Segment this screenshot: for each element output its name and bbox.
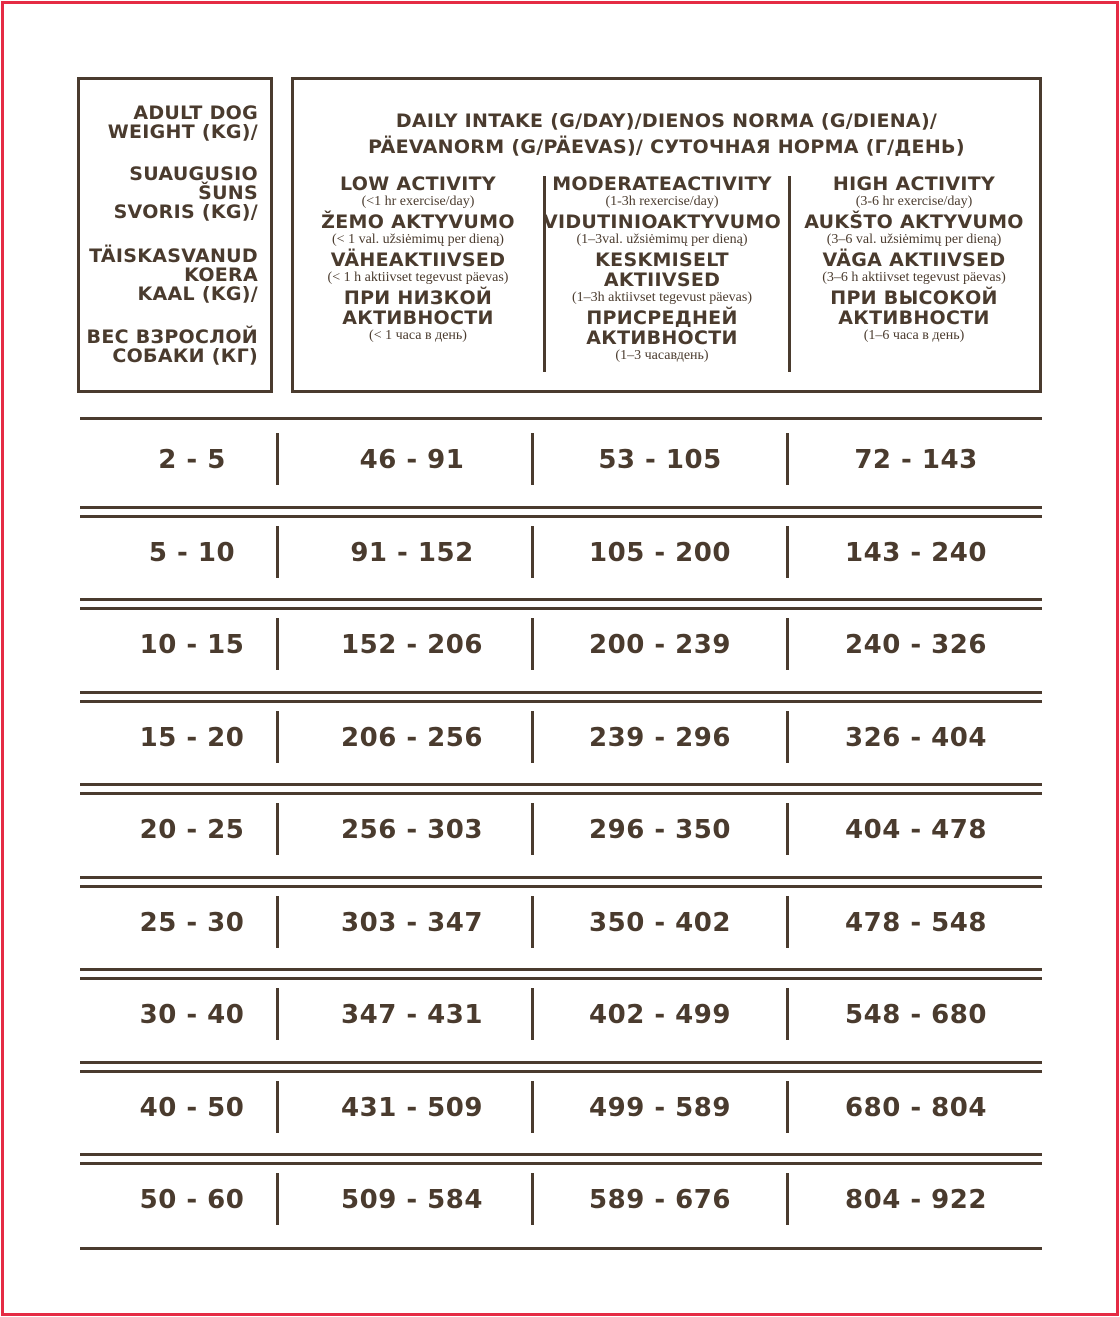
row-column-divider [531,1081,534,1133]
intake-value-cell: 589 - 676 [589,1185,731,1215]
row-column-divider [531,803,534,855]
row-column-divider [276,433,279,485]
row-column-divider [531,988,534,1040]
row-column-divider [786,803,789,855]
activity-label: VIDUTINIOAKTYVUMO [542,211,782,233]
row-column-divider [786,1081,789,1133]
intake-value-cell: 239 - 296 [589,722,731,753]
weight-header-ru [87,328,258,366]
activity-label: ПРИ ВЫСОКОЙ [830,287,998,309]
low-activity-column [296,174,540,346]
weight-range-cell: 30 - 40 [139,1000,245,1030]
row-divider-line [80,876,1042,879]
row-divider-line [80,977,1042,980]
intake-value-cell: 206 - 256 [341,722,483,753]
row-divider-line [80,515,1042,518]
weight-header-line: ŠUNS [198,182,258,204]
weight-header-line: KOERA [184,264,258,286]
weight-header-line: WEIGHT (KG)/ [107,121,258,143]
row-column-divider [786,618,789,670]
row-column-divider [786,526,789,578]
activity-label: ŽEMO AKTYVUMO [321,211,515,233]
weight-range-cell: 25 - 30 [139,907,245,938]
row-divider-line [80,506,1042,509]
high-activity-column [792,174,1036,346]
row-column-divider [276,988,279,1040]
intake-value-cell: 402 - 499 [589,1000,731,1030]
row-divider-line [80,691,1042,694]
row-column-divider [531,526,534,578]
weight-header-line: TÄISKASVANUD [89,245,258,267]
weight-range-cell: 2 - 5 [158,445,226,475]
activity-label: AKTIIVSED [603,269,721,291]
activity-label: HIGH ACTIVITY [832,173,996,195]
row-column-divider [276,618,279,670]
activity-note: (3–6 val. užsiėmimų per dieną) [826,232,1002,247]
intake-header-box [291,77,1042,393]
intake-value-cell: 509 - 584 [341,1185,483,1215]
row-column-divider [786,988,789,1040]
row-divider-line [80,598,1042,601]
intake-value-cell: 296 - 350 [589,815,731,845]
intake-value-cell: 72 - 143 [854,445,978,475]
intake-title-line1: DAILY INTAKE (G/DAY)/DIENOS NORMA (G/DIENA)/ [395,110,938,132]
table-top-line [80,417,1042,420]
intake-value-cell: 804 - 922 [845,1185,987,1215]
row-column-divider [786,711,789,763]
weight-header-line: SUAUGUSIO [129,163,258,185]
intake-title [294,108,1039,160]
row-column-divider [276,1081,279,1133]
weight-header-line: СОБАКИ (КГ) [112,345,258,367]
row-divider-line [80,968,1042,971]
activity-label: ПРИ НИЗКОЙ [343,287,493,309]
intake-value-cell: 499 - 589 [589,1092,731,1123]
row-column-divider [276,526,279,578]
intake-value-cell: 548 - 680 [845,1000,987,1030]
row-divider-line [80,885,1042,888]
activity-note: (1–6 часа в день) [863,328,965,343]
intake-value-cell: 326 - 404 [845,722,987,753]
row-divider-line [80,1061,1042,1064]
activity-label: LOW ACTIVITY [340,173,496,195]
activity-note: (1–3h aktiivset tegevust päevas) [571,290,752,305]
intake-value-cell: 143 - 240 [845,537,987,568]
intake-value-cell: 680 - 804 [845,1092,987,1123]
activity-label: ПРИСРЕДНЕЙ [586,307,738,329]
table-bottom-line [80,1247,1042,1250]
row-column-divider [786,433,789,485]
row-column-divider [531,896,534,948]
weight-header-line: SVORIS (KG)/ [113,201,258,223]
intake-value-cell: 91 - 152 [350,537,474,568]
row-divider-line [80,607,1042,610]
activity-label: VÄGA AKTIIVSED [822,249,1006,271]
activity-note: (3–6 h aktiivset tegevust päevas) [822,270,1006,285]
row-column-divider [786,1173,789,1225]
row-column-divider [276,803,279,855]
intake-value-cell: 256 - 303 [341,815,483,845]
row-divider-line [80,1070,1042,1073]
weight-range-cell: 10 - 15 [139,630,245,660]
activity-label: AUKŠTO AKTYVUMO [804,211,1024,233]
row-column-divider [276,711,279,763]
activity-note: (< 1 val. užsiėmimų per dieną) [332,232,504,247]
intake-value-cell: 347 - 431 [341,1000,483,1030]
intake-value-cell: 240 - 326 [845,630,987,660]
row-column-divider [531,618,534,670]
intake-value-cell: 152 - 206 [341,630,483,660]
activity-label: KESKMISELT [595,249,729,271]
activity-note: (<1 hr exercise/day) [361,194,475,209]
activity-label: АКТИВНОСТИ [586,327,738,349]
weight-header-box [77,77,273,393]
weight-range-cell: 40 - 50 [139,1092,245,1123]
row-divider-line [80,792,1042,795]
intake-value-cell: 105 - 200 [589,537,731,568]
activity-note: (1–3val. užsiėmimų per dieną) [576,232,748,247]
row-column-divider [531,433,534,485]
intake-value-cell: 350 - 402 [589,907,731,938]
intake-value-cell: 303 - 347 [341,907,483,938]
weight-header-line: ADULT DOG [133,102,258,124]
intake-value-cell: 478 - 548 [845,907,987,938]
row-column-divider [276,896,279,948]
activity-note: (1-3h rexercise/day) [605,194,719,209]
activity-label: MODERATEACTIVITY [552,173,772,195]
weight-range-cell: 5 - 10 [148,537,236,568]
weight-header-line: KAAL (KG)/ [137,283,258,305]
weight-header-et [89,247,258,304]
activity-note: (< 1 h aktiivset tegevust päevas) [327,270,509,285]
weight-header-line: ВЕС ВЗРОСЛОЙ [86,326,258,348]
activity-note: (3-6 hr exercise/day) [855,194,973,209]
activity-note: (1–3 часавдень) [615,348,709,363]
activity-label: АКТИВНОСТИ [342,307,494,329]
intake-value-cell: 404 - 478 [845,815,987,845]
row-column-divider [276,1173,279,1225]
weight-header-lt [114,165,258,222]
activity-label: АКТИВНОСТИ [838,307,990,329]
header-column-divider [788,176,791,372]
row-divider-line [80,1153,1042,1156]
weight-range-cell: 15 - 20 [139,722,245,753]
weight-range-cell: 20 - 25 [139,815,245,845]
intake-value-cell: 53 - 105 [598,445,722,475]
activity-label: VÄHEAKTIIVSED [330,249,506,271]
intake-value-cell: 200 - 239 [589,630,731,660]
weight-header-en [108,104,258,142]
activity-note: (< 1 часа в день) [369,328,467,343]
intake-value-cell: 46 - 91 [359,445,465,475]
moderate-activity-column [540,174,784,366]
row-divider-line [80,783,1042,786]
row-column-divider [786,896,789,948]
row-column-divider [531,1173,534,1225]
row-divider-line [80,700,1042,703]
row-divider-line [80,1162,1042,1165]
weight-range-cell: 50 - 60 [139,1185,245,1215]
row-column-divider [531,711,534,763]
intake-title-line2: PÄEVANORM (G/PÄEVAS)/ СУТОЧНАЯ НОРМА (Г/ДЕНЬ) [368,136,965,158]
intake-value-cell: 431 - 509 [341,1092,483,1123]
